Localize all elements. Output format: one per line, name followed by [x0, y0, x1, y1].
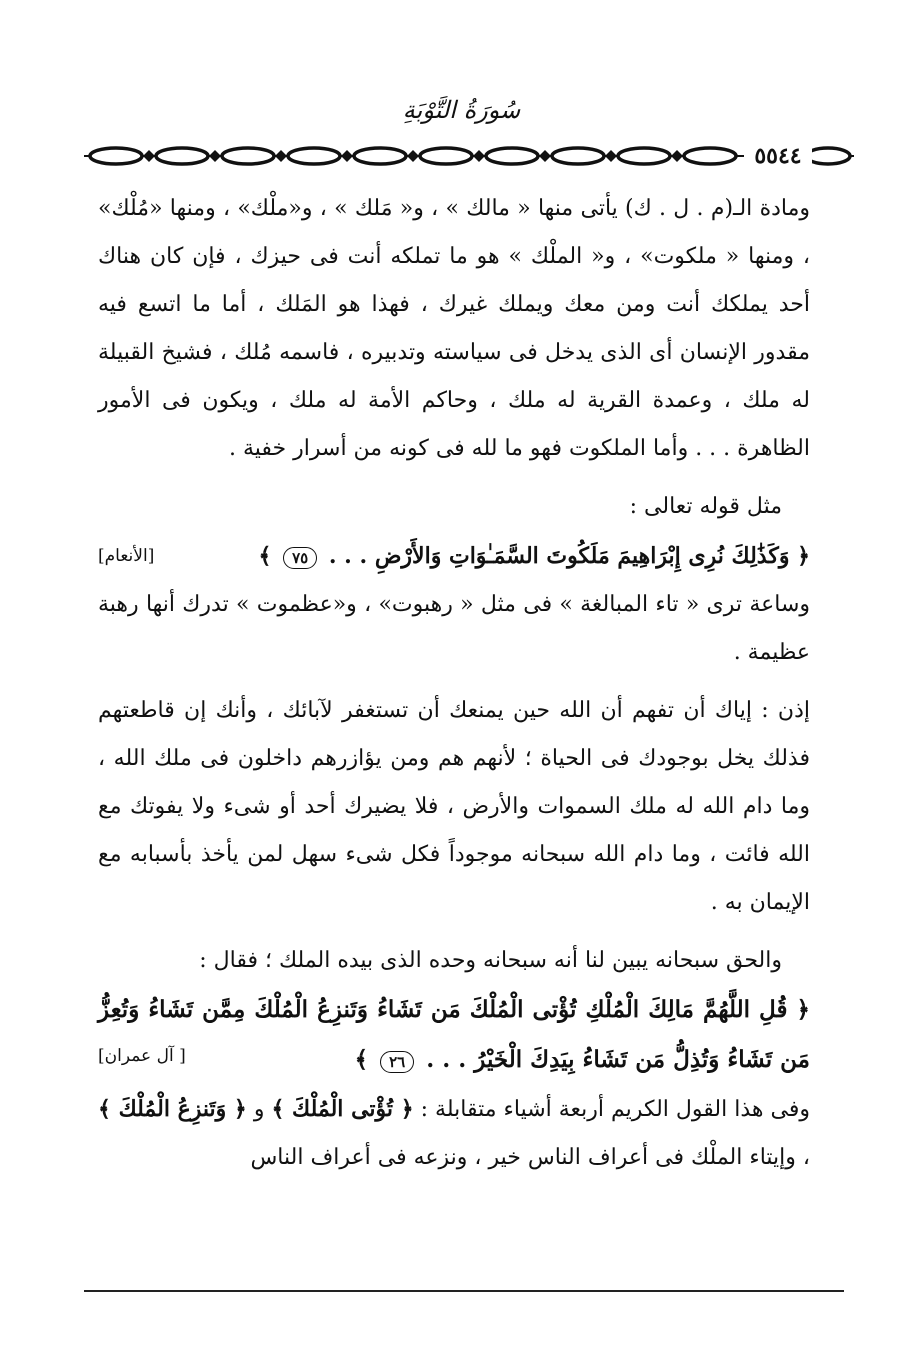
page-body: [98, 185, 810, 1182]
paragraph-example-intro: مثل قوله تعالى :: [629, 494, 782, 519]
paragraph-intro-verse: والحق سبحانه يبين لنا أنه سبحانه وحده الذى بيده الملك ؛ فقال :: [199, 948, 782, 973]
quran-quote: ﴿ تُؤْتى الْمُلْكَ ﴾: [271, 1096, 414, 1122]
surah-reference: [الأنعام]: [98, 546, 155, 566]
verse-close-bracket: ﴾: [258, 543, 272, 569]
surah-title: سُورَةُ التَّوْبَةِ: [402, 96, 521, 124]
paragraph-text-end: ، وإيتاء الملْك فى أعراف الناس خير ، ونزعه فى أعراف الناس: [250, 1145, 810, 1170]
verse-anam-75: [98, 531, 810, 581]
page-number: ٥٥٤٤: [744, 141, 812, 171]
quran-quote: ﴿ وَتَنزِعُ الْمُلْكَ ﴾: [98, 1096, 247, 1122]
verse-aal-imran-26: [98, 985, 810, 1085]
verse-close-bracket: ﴾: [354, 1046, 369, 1073]
conjunction: و: [253, 1097, 265, 1122]
paragraph-mulk-definition: ومادة الـ(م . ل . ك) يأتى منها « مالك » ، و« مَلك » ، و«ملْك» ، ومنها «مُلْك» ، ومنها « ملكوت» ، و« الملْك » هو ما تملكه أنت فى حيزك ، فإن كان هناك أحد يملكك أنت ومن معك ويملك غيرك ، فهذا هو المَلك ، أما ما اتسع فيه مقدور الإنسان أى الذى يدخل فى سياسته وتدبيره ، فاسمه مُلك ، فشيخ القبيلة له ملك ، وعمدة القرية له ملك ، وحاكم الأمة له ملك ، ويكون فى الأمور الظاهرة . . . وأما الملكوت فهو ما لله فى كونه من أسرار خفية .: [98, 196, 810, 461]
surah-reference: [ آل عمران]: [98, 1046, 186, 1066]
verse-number-badge: ٢٦: [380, 1051, 414, 1073]
paragraph-exaggeration-ta: وساعة ترى « تاء المبالغة » فى مثل « رهبوت» ، و«عظموت » تدرك أنها رهبة عظيمة .: [98, 592, 810, 665]
paragraph-text-start: وفى هذا القول الكريم أربعة أشياء متقابلة :: [420, 1097, 810, 1122]
header-ornament-border: [84, 140, 854, 172]
verse-text: ﴿ وَكَذَٰلِكَ نُرِى إِبْرَاهِيمَ مَلَكُوتَ السَّمَـٰوَاتِ وَالأَرْضِ . . .: [328, 543, 810, 569]
paragraph-four-opposites: [98, 1085, 810, 1182]
verse-number-badge: ٧٥: [283, 547, 317, 569]
verse-text: ﴿ قُلِ اللَّهُمَّ مَالِكَ الْمُلْكِ تُؤْتى الْمُلْكَ مَن تَشَاءُ وَتَنزِعُ الْمُلْكَ مِمَّن تَشَاءُ وَتُعِزُّ مَن تَشَاءُ وَتُذِلُّ مَن تَشَاءُ بِيَدِكَ الْخَيْرُ . . .: [98, 996, 810, 1073]
footer-rule: [84, 1290, 844, 1292]
paragraph-conclusion: إذن : إياك أن تفهم أن الله حين يمنعك أن تستغفر لآبائك ، وأنك إن قاطعتهم فذلك يخل بوجودك فى الحياة ؛ لأنهم هم ومن يؤازرهم داخلون فى ملك الله ، وما دام الله له ملك السموات والأرض ، فلا يضيرك أحد أو شىء ولا يفوتك مع الله فائت ، وما دام الله سبحانه موجوداً فكل شىء سهل لمن يأخذ بأسبابه مع الإيمان به .: [98, 698, 810, 915]
